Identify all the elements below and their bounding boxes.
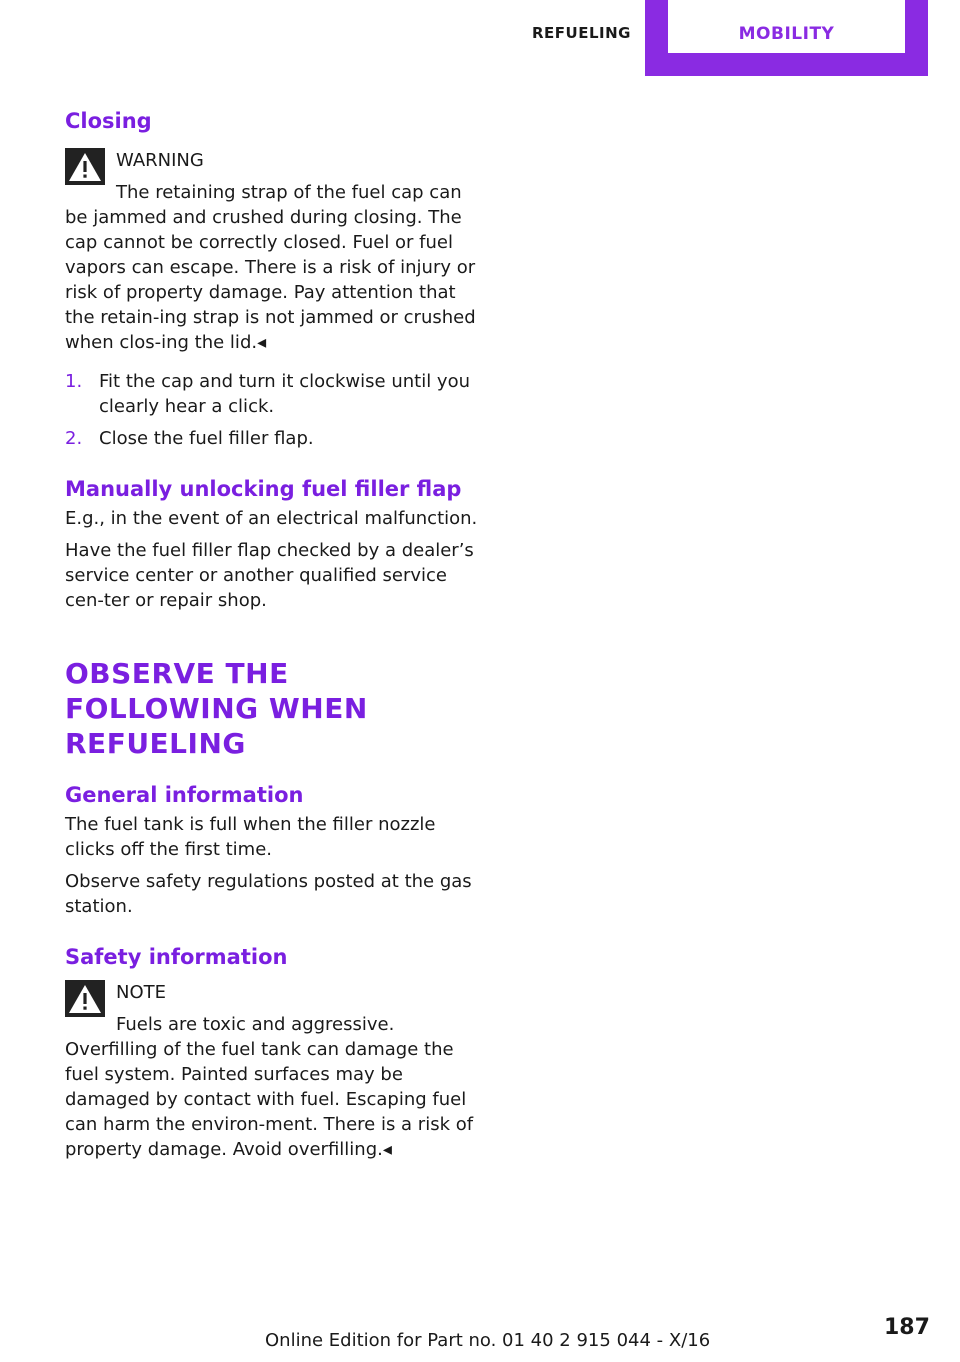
warning-label: WARNING [116,150,204,171]
observe-title: OBSERVE THE FOLLOWING WHEN REFUELING [65,657,368,760]
manual-unlock-p2: Have the fuel filler flap checked by a dealer’s service center or another qualified service cen-ter or repair shop. [65,540,474,611]
note-text: Fuels are toxic and aggressive. Overfilling of the fuel tank can damage the fuel system. Painted surfaces may be damaged by contact with fuel. Escaping fuel can harm the environ-ment. There is a risk of property damage. Avoid overfilling.◂ [65,1014,474,1160]
warning-triangle-icon [65,148,105,185]
closing-steps [65,369,483,451]
page-number: 187 [884,1315,930,1340]
safety-heading: Safety information [65,945,288,969]
general-heading: General information [65,783,304,807]
manual-unlock-heading: Manually unlocking fuel filler flap [65,477,462,501]
note-callout [65,980,483,1162]
chapter-label: MOBILITY [738,24,835,44]
main-content [65,107,483,1162]
step-text: Close the fuel filler flap. [99,428,314,449]
closing-heading: Closing [65,109,152,133]
warning-callout [65,148,483,355]
step-number: 1. [65,371,83,392]
warning-text: The retaining strap of the fuel cap can be jammed and crushed during closing. The cap cannot be correctly closed. Fuel or fuel vapors can escape. There is a risk of injury or risk of property damage. Pay attention that the retain-ing strap is not jammed or crushed when clos-ing the lid.◂ [65,182,476,353]
edition-footer: Online Edition for Part no. 01 40 2 915 044 - X/16 [265,1330,711,1351]
step-number: 2. [65,428,83,449]
chapter-tab-inner [668,0,905,53]
list-item [65,369,483,419]
step-text: Fit the cap and turn it clockwise until you clearly hear a click. [99,371,471,417]
general-p2: Observe safety regulations posted at the gas station. [65,871,472,917]
note-label: NOTE [116,982,167,1003]
list-item [65,426,483,451]
chapter-tab [645,0,928,76]
manual-unlock-p1: E.g., in the event of an electrical malfunction. [65,508,478,529]
warning-triangle-icon [65,980,105,1017]
general-p1: The fuel tank is full when the filler nozzle clicks off the first time. [65,814,436,860]
section-label: REFUELING [532,24,631,42]
